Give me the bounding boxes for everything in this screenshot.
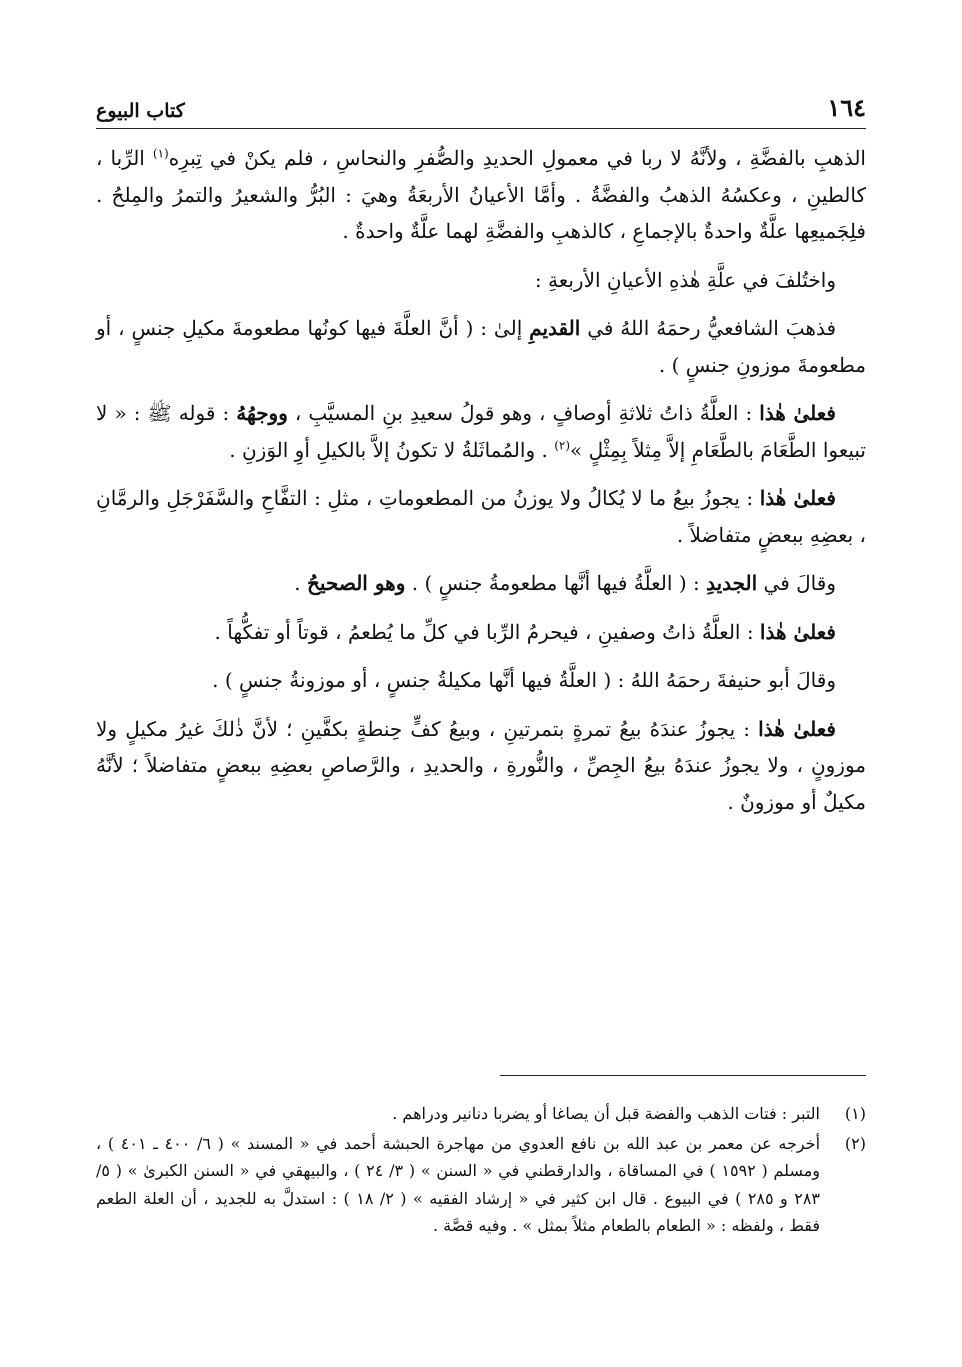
paragraph-text: وقالَ أبو حنيفةَ رحمَهُ اللهُ : ( العلَّةُ فيها أنَّها مكيلةُ جنسٍ ، أو موزونةُ جنسٍ ) . <box>212 668 836 692</box>
running-header <box>96 86 866 122</box>
paragraph-2 <box>96 262 866 299</box>
footnote-number: (١) <box>844 1104 866 1123</box>
emphasis: فعلىٰ هٰذا <box>759 401 836 425</box>
paragraph-text: وقالَ في <box>757 571 836 595</box>
paragraph-text: : ( العلَّةُ فيها أنَّها مطعومةُ جنسٍ ) . <box>405 571 707 595</box>
footnotes <box>96 1100 866 1242</box>
footnote-text: التبر : فتات الذهب والفضة قبل أن يصاغا أو يضربا دنانير ودراهم . <box>392 1104 820 1123</box>
paragraph-1 <box>96 140 866 250</box>
book-title: كتاب البيوع <box>96 100 185 122</box>
paragraph-text: الرِّبا ، كالطينِ ، وعكسُهُ الذهبُ والفضَّةُ . وأمَّا الأعيانُ الأربعَةُ وهيَ : البُرُّ والشعيرُ والتمرُ والمِلحُ . فلِجَميعِها علَّةٌ واحدةٌ بالإجماعِ ، كالذهبِ والفضَّةِ لهما علَّةٌ واحدةٌ . <box>96 146 866 243</box>
paragraph-7 <box>96 614 866 651</box>
footnote-ref-2[interactable]: (٢) <box>554 437 571 452</box>
emphasis: فعلىٰ هٰذا <box>758 716 836 741</box>
emphasis: الجديدِ <box>706 571 758 595</box>
footnote-text: أخرجه عن معمر بن عبد الله بن نافع العدوي من مهاجرة الحبشة أحمد في « المسند » ( ٦/ ٤٠٠ ـ ٤٠١ ) ، ومسلم ( ١٥٩٢ ) في المساقاة ، والدارقطني في « السنن » ( ٣/ ٢٤ ) ، والبيهقي في « السنن الكبرىٰ » ( ٥/ ٢٨٣ و ٢٨٥ ) في البيوع . قال ابن كثير في « إرشاد الفقيه » ( ٢/ ١٨ ) : استدلَّ به للجديد ، أن العلة الطعم فقط ، ولفظه : « الطعام بالطعام مثلاً بمثل » . وفيه قصَّة . <box>96 1133 821 1235</box>
paragraph-text: إلىٰ : ( أنَّ العلَّةَ فيها كونُها مطعومةَ مكيلِ جنسٍ ، أو مطعومةَ موزونِ جنسٍ ) . <box>96 316 866 377</box>
paragraph-text: : قوله ﷺ : « لا تبيعوا الطَّعَامَ بالطَّعَامِ إلاَّ مِثلاً بِمِثْلٍ » <box>96 401 866 462</box>
page-number: ١٦٤ <box>827 93 866 122</box>
footnote-number: (٢) <box>844 1133 866 1153</box>
paragraph-text: فذهبَ الشافعيُّ رحمَهُ اللهُ في <box>580 316 836 340</box>
emphasis: فعلىٰ هٰذا <box>759 619 836 644</box>
paragraph-text: : يجوزُ بيعُ ما لا يُكالُ ولا يوزنُ من المطعوماتِ ، مثلِ : التفَّاحِ والسَّفَرْجَلِ والرمَّانِ ، بعضِهِ ببعضٍ متفاضلاً . <box>96 486 866 547</box>
header-divider <box>96 128 866 129</box>
paragraph-text: : يجوزُ عندَهُ بيعُ تمرةٍ بتمرتينِ ، وبيعُ كفٍّ حِنطةٍ بكفَّينِ ؛ لأنَّ ذٰلكَ غيرُ مكيلٍ ولا موزونٍ ، ولا يجوزُ عندَهُ بيعُ الجِصِّ ، والنُّورةِ ، والحديدِ ، والرَّصاصِ بعضِهِ ببعضٍ متفاضلاً ؛ لأنَّهُ مكيلٌ أو موزونٌ . <box>96 716 866 814</box>
emphasis: ووجهُهُ <box>236 401 288 425</box>
paragraph-text: الذهبِ بالفضَّةِ ، ولأنَّهُ لا ربا في معمولِ الحديدِ والصُّفرِ والنحاسِ ، فلم يكنْ في تِبرِه <box>168 146 866 170</box>
paragraph-5 <box>96 480 866 553</box>
paragraph-8 <box>96 662 866 699</box>
main-text <box>96 140 866 832</box>
paragraph-6 <box>96 565 866 602</box>
footnote-1 <box>96 1100 866 1128</box>
paragraph-4 <box>96 395 866 468</box>
footnote-2 <box>96 1130 866 1240</box>
emphasis: وهو الصحيحُ <box>307 571 406 595</box>
paragraph-text: واختُلفَ في علَّةِ هٰذهِ الأعيانِ الأربعةِ : <box>534 267 836 292</box>
paragraph-3 <box>96 310 866 383</box>
paragraph-text: : العلَّةُ ذاتُ ثلاثةِ أوصافٍ ، وهو قولُ سعيدِ بنِ المسيَّبِ ، <box>287 401 760 425</box>
footnote-divider <box>500 1075 866 1076</box>
paragraph-text: . والمُماثَلةُ لا تكونُ إلاَّ بالكيلِ أوِ الوَزنِ . <box>229 437 555 462</box>
footnote-ref-1[interactable]: (١) <box>152 146 169 161</box>
paragraph-text: : العلَّةُ ذاتُ وصفينِ ، فيحرمُ الرِّبا في كلِّ ما يُطعمُ ، قوتاً أو تفكُّهاً . <box>214 619 760 644</box>
emphasis: فعلىٰ هٰذا <box>759 486 836 510</box>
paragraph-text: . <box>294 571 308 595</box>
paragraph-9 <box>96 711 866 821</box>
emphasis: القديمِ <box>529 316 581 340</box>
